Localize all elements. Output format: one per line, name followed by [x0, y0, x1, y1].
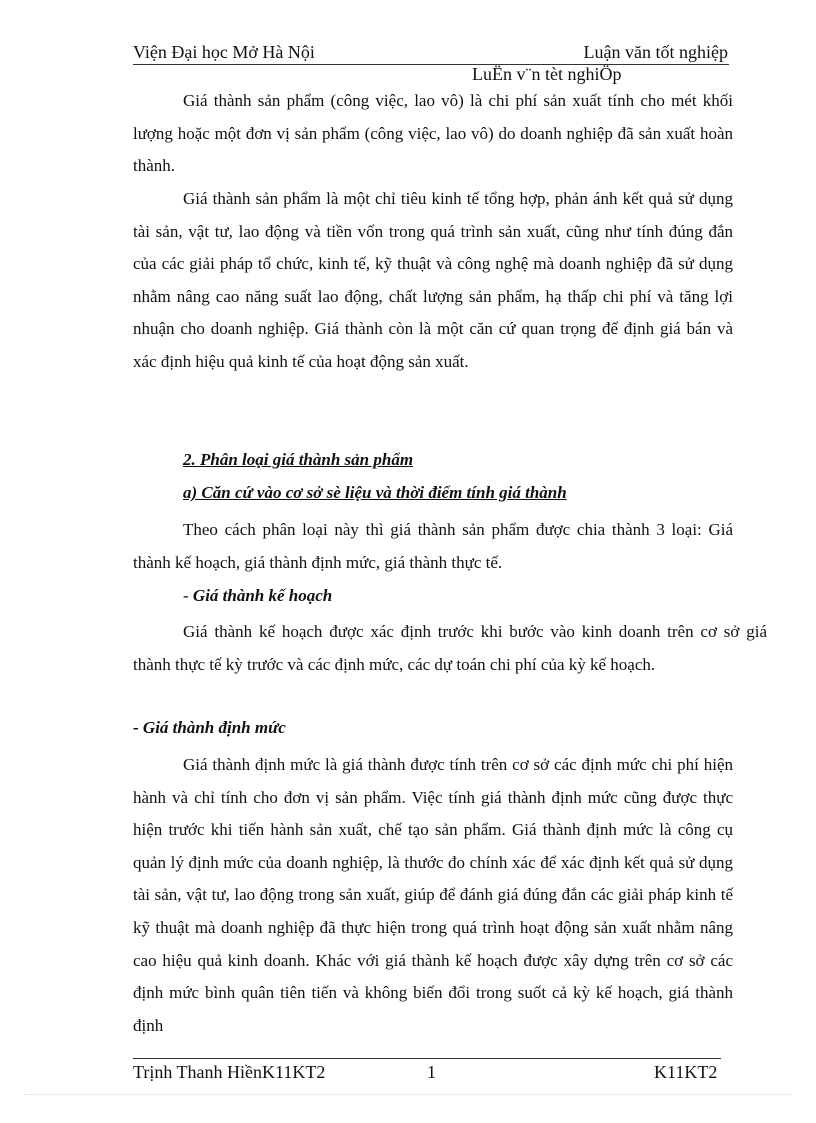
footer-author: Trịnh Thanh HiềnK11KT2 — [133, 1062, 326, 1082]
dash: - — [183, 586, 193, 605]
subheading-planned-cost — [183, 586, 332, 606]
paragraph-meaning: Giá thành sản phẩm là một chỉ tiêu kinh tế tổng hợp, phản ánh kết quả sử dụng tài sản, vật tư, lao động và tiền vốn trong quá trình sản xuất, cũng như tính đúng đắn của các giải pháp tổ chức, kinh tế, kỹ thuật và công nghệ mà doanh nghiệp đã sử dụng nhằm nâng cao năng suất lao động, chất lượng sản phẩm, hạ thấp chi phí và tăng lợi nhuận cho doanh nghiệp. Giá thành còn là một căn cứ quan trọng để định giá bán và xác định hiệu quả kinh tế của hoạt động sản xuất. — [133, 189, 733, 371]
page-bottom-dotted-line — [24, 1094, 792, 1095]
paragraph-standard-cost: Giá thành định mức là giá thành được tính trên cơ sở các định mức chi phí hiện hành và chỉ tính cho đơn vị sản phẩm. Việc tính giá thành định mức cũng được thực hiện trước khi tiến hành sản xuất, chế tạo sản phẩm. Giá thành định mức là công cụ quản lý định mức của doanh nghiệp, là thước đo chính xác để xác định kết quả sử dụng tài sản, vật tư, lao động trong sản xuất, giúp để đánh giá đúng đắn các giải pháp kinh tế kỹ thuật mà doanh nghiệp đã thực hiện trong quá trình hoạt động sản xuất nhằm nâng cao hiệu quả kinh doanh. Khác với giá thành kế hoạch được xây dựng trên cơ sở các định mức bình quân tiên tiến và không biến đổi trong suốt cả kỳ kế hoạch, giá thành định — [133, 755, 733, 1035]
paragraph-definition: Giá thành sản phẩm (công việc, lao vô) là chi phí sản xuất tính cho mét khối lượng hoặc một đơn vị sản phẩm (công việc, lao vô) do doanh nghiệp đã sản xuất hoàn thành. — [133, 91, 733, 176]
paragraph-classification: Theo cách phân loại này thì giá thành sản phẩm được chia thành 3 loại: Giá thành kế hoạch, giá thành định mức, giá thành thực tế. — [133, 520, 733, 572]
header-garbled-title: LuËn v¨n tèt nghiÖp — [472, 64, 622, 84]
header-institution: Viện Đại học Mở Hà Nội — [133, 42, 315, 62]
header-rule — [133, 64, 729, 65]
footer-class: K11KT2 — [654, 1062, 718, 1082]
header-document-type: Luận văn tốt nghiệp — [583, 42, 728, 62]
paragraph-planned-cost: Giá thành kế hoạch được xác định trước khi bước vào kinh doanh trên cơ sở giá thành thực tế kỳ trước và các định mức, các dự toán chi phí của kỳ kế hoạch. — [133, 622, 767, 674]
footer-rule — [133, 1058, 721, 1059]
subsection-heading: a) Căn cứ vào cơ sở sè liệu và thời điểm tính giá thành — [183, 483, 567, 502]
footer-page-number: 1 — [427, 1062, 436, 1082]
subheading-planned-cost-label: Giá thành kế hoạch — [192, 586, 333, 605]
subheading-standard-cost: - Giá thành định mức — [133, 718, 286, 737]
section-heading: 2. Phân loại giá thành sản phẩm — [183, 450, 414, 469]
